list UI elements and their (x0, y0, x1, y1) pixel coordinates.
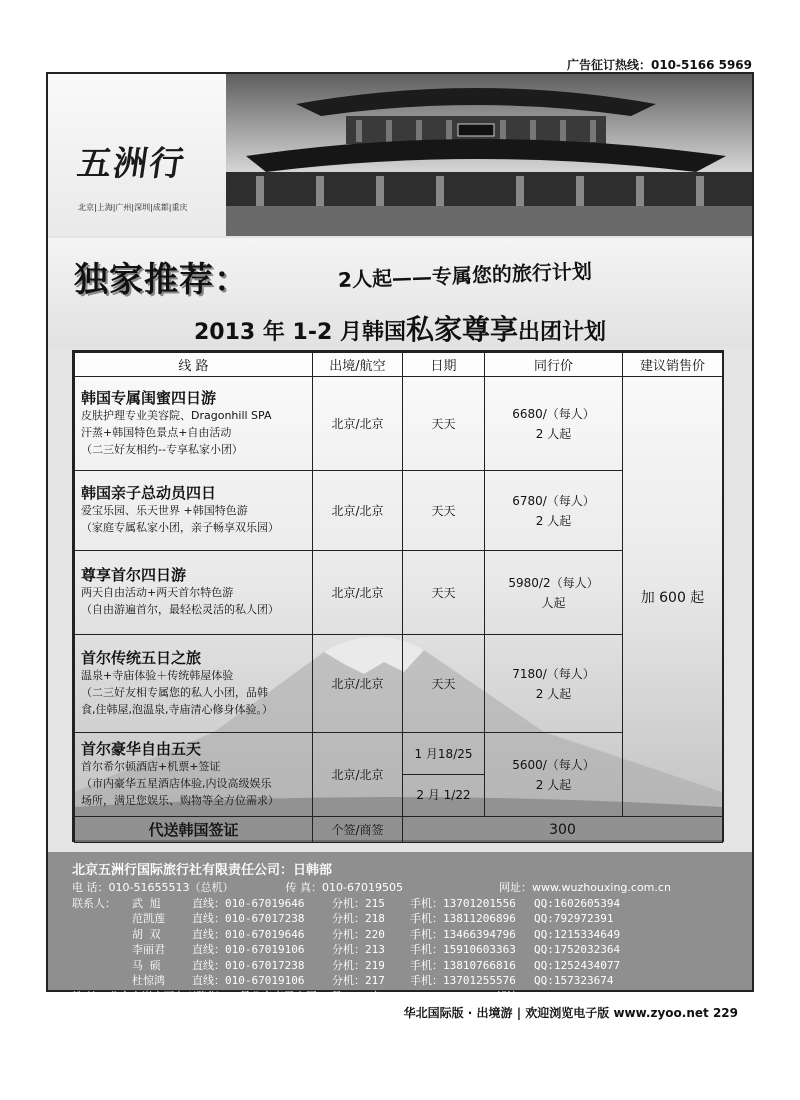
route-desc: 汗蒸+韩国特色景点+自由活动 (81, 425, 232, 439)
route-cell (75, 635, 313, 733)
header-peer-price: 同行价 (485, 353, 623, 377)
person-qq: QQ:1252434077 (534, 958, 621, 972)
price-min: 2 人起 (535, 513, 572, 528)
price-min: 2 人起 (535, 686, 572, 701)
flight-cell: 北京/北京 (313, 733, 403, 817)
price-min: 2 人起 (535, 426, 572, 441)
address: 地 址：北京市崇文区东兴隆街 56 号北京商界大厦 B 段 559 室 (72, 989, 382, 1003)
price-min: 人起 (541, 595, 566, 610)
flight-cell: 北京/北京 (313, 471, 403, 551)
person-ext: 分机：219 (332, 958, 385, 972)
route-title: 首尔豪华自由五天 (81, 739, 202, 758)
person-ext: 分机：213 (332, 943, 385, 956)
ad-frame (46, 72, 754, 1003)
header-date: 日期 (403, 353, 485, 377)
plan-title (48, 308, 752, 348)
route-desc: 皮肤护理专业美容院、Dragonhill SPA (81, 408, 272, 422)
contact-person-row (72, 911, 728, 927)
contact-person-row (72, 896, 728, 912)
person-line: 直线：010-67017238 (192, 958, 305, 972)
route-desc: （二三好友相专属您的私人小团，品韩 (81, 685, 268, 699)
route-desc: （自由游遍首尔，最轻松灵活的私人团） (81, 603, 279, 616)
price-value: 5600/（每人） (512, 757, 595, 772)
person-line: 直线：010-67019106 (192, 943, 305, 956)
person-name: 李丽君 (132, 943, 165, 956)
table-header-row (75, 353, 723, 377)
date-cell: 天天 (403, 377, 485, 471)
headline-area (48, 238, 752, 346)
route-title: 首尔传统五日之旅 (81, 648, 202, 667)
main-phone: 电 话：010-51655513（总机） (72, 881, 234, 894)
postcode: 邮编：100062 (495, 989, 571, 1003)
date-option: 2 月 1/22 (416, 787, 471, 802)
person-line: 直线：010-67019646 (192, 927, 305, 941)
price-value: 6780/（每人） (512, 493, 595, 508)
date-option: 1 月18/25 (403, 734, 484, 775)
person-ext: 分机：220 (332, 927, 385, 941)
route-desc: 爱宝乐园、乐天世界 +韩国特色游 (81, 504, 248, 517)
palace-illustration (226, 74, 752, 236)
palace-photo (226, 74, 752, 236)
price-value: 7180/（每人） (512, 666, 595, 681)
date-cell (403, 733, 485, 817)
price-value: 5980/2（每人） (508, 575, 599, 590)
header-suggest-price: 建议销售价 (623, 353, 723, 377)
people-label: 联系人： (72, 896, 116, 910)
person-mobile: 手机：13701255576 (410, 974, 516, 987)
visa-price: 300 (403, 817, 723, 843)
person-mobile: 手机：13810766816 (410, 958, 516, 972)
route-desc: 两天自由活动+两天首尔特色游 (81, 586, 234, 599)
person-ext: 分机：215 (332, 896, 385, 910)
person-line: 直线：010-67017238 (192, 912, 305, 925)
price-cell (485, 551, 623, 635)
flight-cell: 北京/北京 (313, 377, 403, 471)
date-cell: 天天 (403, 551, 485, 635)
route-desc: （家庭专属私家小团，亲子畅享双乐园） (81, 521, 279, 534)
route-desc: 食,住韩屋,泡温泉,寺庙清心修身体验。） (81, 702, 273, 716)
price-value: 6680/（每人） (512, 406, 595, 421)
table-row (75, 377, 723, 471)
person-qq: QQ:1602605394 (534, 896, 621, 910)
person-mobile: 手机：13811206896 (410, 912, 516, 925)
contact-person-row (72, 942, 728, 958)
route-desc: （二三好友相约--专享私家小团） (81, 442, 243, 456)
plan-title-prefix: 2013 年 1-2 月韩国 (194, 320, 406, 345)
route-desc: 场所，满足您娱乐、购物等全方位需求） (81, 793, 279, 807)
person-name: 范凯莲 (132, 912, 165, 925)
tagline: 2人起——专属您的旅行计划 (337, 259, 593, 292)
route-title: 韩国专属闺蜜四日游 (81, 388, 217, 407)
person-name: 武 旭 (132, 896, 161, 910)
plan-title-suffix: 出团计划 (517, 320, 606, 345)
contact-person-row (72, 927, 728, 943)
tour-table (74, 352, 723, 843)
route-desc: （市内豪华五星酒店体验,内设高级娱乐 (81, 776, 272, 790)
route-cell (75, 377, 313, 471)
person-mobile: 手机：13466394796 (410, 927, 516, 941)
route-cell (75, 733, 313, 817)
suggest-price-cell: 加 600 起 (623, 377, 723, 817)
flight-cell: 北京/北京 (313, 635, 403, 733)
person-name: 马 硕 (132, 958, 161, 972)
ad-hotline: 广告征订热线：010-5166 5969 (566, 58, 752, 72)
route-cell (75, 471, 313, 551)
contact-person-row (72, 958, 728, 974)
route-desc: 温泉+寺庙体验＋传统韩屋体验 (81, 668, 234, 682)
website: 网址：www.wuzhouxing.com.cn (499, 881, 671, 894)
fax: 传 真：010-67019505 (285, 881, 403, 894)
price-cell (485, 377, 623, 471)
date-cell: 天天 (403, 635, 485, 733)
company-name: 北京五洲行国际旅行社有限责任公司：日韩部 (72, 863, 333, 878)
route-title: 韩国亲子总动员四日 (81, 484, 217, 502)
person-qq: QQ:792972391 (534, 912, 614, 925)
person-qq: QQ:157323674 (534, 974, 614, 987)
price-min: 2 人起 (535, 777, 572, 792)
header-flight: 出境/航空 (313, 353, 403, 377)
contact-section (48, 852, 752, 1003)
person-ext: 分机：218 (332, 912, 385, 925)
route-title: 尊享首尔四日游 (81, 566, 187, 584)
person-name: 胡 双 (132, 927, 161, 941)
logo-cities: 北京|上海|广州|深圳|成都|重庆 (78, 203, 188, 212)
visa-name: 代送韩国签证 (75, 817, 313, 843)
price-cell (485, 733, 623, 817)
header-banner (48, 74, 752, 236)
route-cell (75, 551, 313, 635)
contact-person-row (72, 973, 728, 989)
person-qq: QQ:1752032364 (534, 943, 621, 956)
visa-type: 个签/商签 (313, 817, 403, 843)
person-line: 直线：010-67019646 (192, 896, 305, 910)
address-row (72, 989, 728, 1005)
plan-title-emphasis: 私家尊享 (405, 313, 518, 346)
person-mobile: 手机：15910603363 (410, 943, 516, 956)
page-footer: 华北国际版 · 出境游 | 欢迎浏览电子版 www.zyoo.net 229 (403, 1006, 738, 1020)
flight-cell: 北京/北京 (313, 551, 403, 635)
route-desc: 首尔希尔顿酒店+机票+签证 (81, 759, 221, 773)
header-route: 线 路 (75, 353, 313, 377)
date-cell: 天天 (403, 471, 485, 551)
exclusive-recommend-heading: 独家推荐： (74, 260, 249, 300)
person-qq: QQ:1215334649 (534, 927, 621, 941)
price-cell (485, 635, 623, 733)
person-mobile: 手机：13701201556 (410, 896, 516, 910)
person-name: 杜惊鸿 (132, 974, 165, 987)
person-ext: 分机：217 (332, 974, 385, 987)
tour-table-panel (72, 350, 724, 842)
company-logo: 五洲行 (74, 144, 189, 184)
visa-row (75, 817, 723, 843)
contact-phone-row (72, 880, 728, 896)
person-line: 直线：010-67019106 (192, 974, 305, 987)
price-cell (485, 471, 623, 551)
